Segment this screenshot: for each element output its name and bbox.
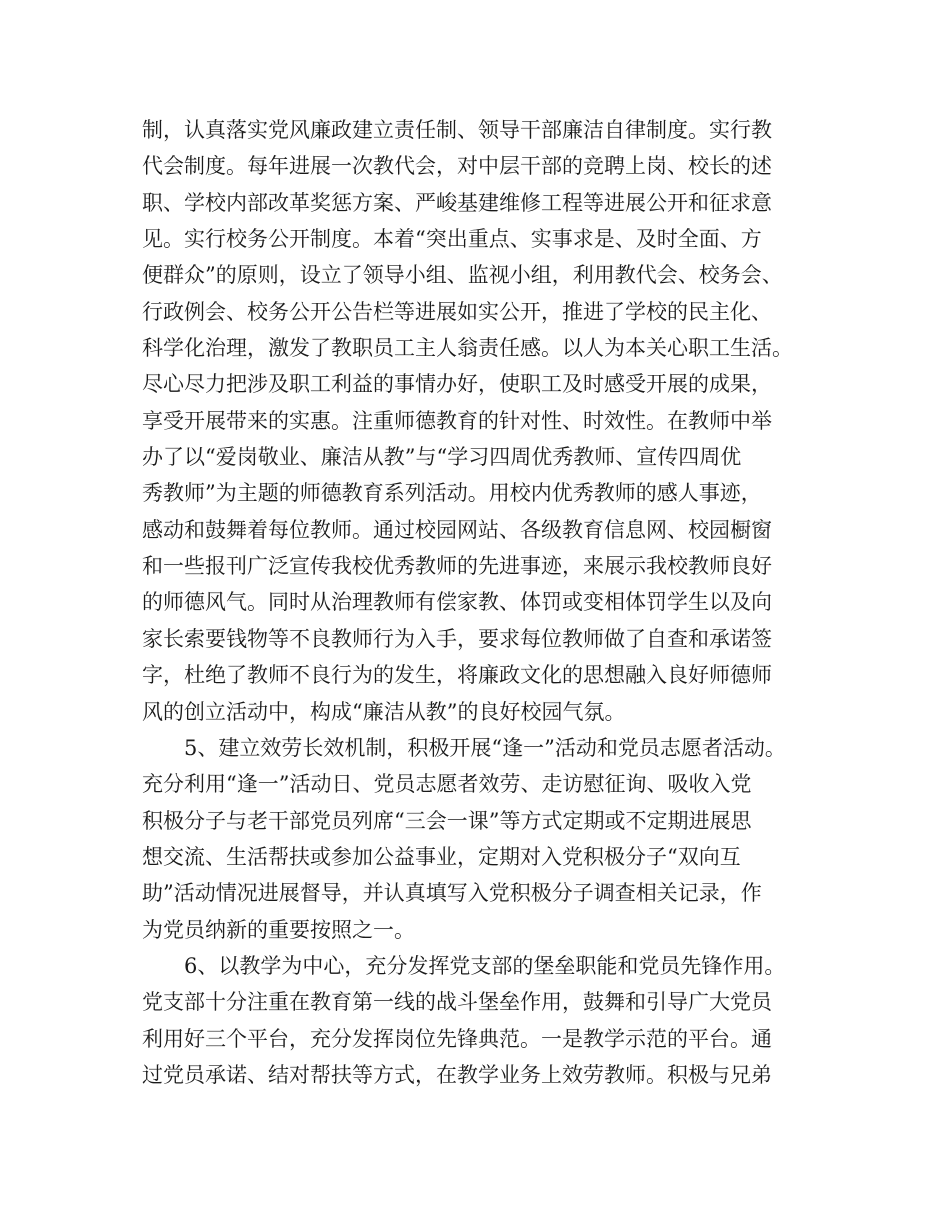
text-line: 6、以教学为中心，充分发挥党支部的堡垒职能和党员先锋作用。 [142,953,786,978]
text-line: 享受开展带来的实惠。注重师德教育的针对性、时效性。在教师中举 [142,408,772,433]
text-line: 便群众”的原则，设立了领导小组、监视小组，利用教代会、校务会、 [142,263,783,288]
text-line: 党支部十分注重在教育第一线的战斗堡垒作用，鼓舞和引导广大党员 [142,990,772,1015]
text-line: 秀教师”为主题的师德教育系列活动。用校内优秀教师的感人事迹， [142,481,762,506]
text-line: 充分利用“逢一”活动日、党员志愿者效劳、走访慰征询、吸收入党 [142,772,752,797]
text-line: 风的创立活动中，构成“廉洁从教”的良好校园气氛。 [142,699,626,724]
text-line: 代会制度。每年进展一次教代会，对中层干部的竞聘上岗、校长的述 [142,154,772,179]
text-line: 为党员纳新的重要按照之一。 [142,917,415,942]
text-line: 的师德风气。同时从治理教师有偿家教、体罚或变相体罚学生以及向 [142,590,772,615]
text-line: 5、建立效劳长效机制，积极开展“逢一”活动和党员志愿者活动。 [142,735,786,760]
text-line: 利用好三个平台，充分发挥岗位先锋典范。一是教学示范的平台。通 [142,1026,772,1051]
document-body [142,112,822,1093]
text-line: 行政例会、校务公开公告栏等进展如实公开，推进了学校的民主化、 [142,299,772,324]
text-line: 字，杜绝了教师不良行为的发生，将廉政文化的思想融入良好师德师 [142,663,772,688]
text-line: 和一些报刊广泛宣传我校优秀教师的先进事迹，来展示我校教师良好 [142,554,772,579]
text-line: 科学化治理，激发了教职员工主人翁责任感。以人为本关心职工生活。 [142,336,793,361]
text-line: 见。实行校务公开制度。本着“突出重点、实事求是、及时全面、方 [142,227,762,252]
text-line: 过党员承诺、结对帮扶等方式，在教学业务上效劳教师。积极与兄弟 [142,1062,772,1087]
text-line: 想交流、生活帮扶或参加公益事业，定期对入党积极分子“双向互 [142,844,741,869]
text-line: 感动和鼓舞着每位教师。通过校园网站、各级教育信息网、校园橱窗 [142,517,772,542]
text-line: 家长索要钱物等不良教师行为入手，要求每位教师做了自查和承诺签 [142,626,772,651]
text-line: 制，认真落实党风廉政建立责任制、领导干部廉洁自律制度。实行教 [142,118,772,142]
text-line: 积极分子与老干部党员列席“三会一课”等方式定期或不定期进展思 [142,808,752,833]
text-line: 助”活动情况进展督导，并认真填写入党积极分子调查相关记录，作 [142,881,762,906]
text-line: 尽心尽力把涉及职工利益的事情办好，使职工及时感受开展的成果， [142,372,772,397]
text-line: 办了以“爱岗敬业、廉洁从教”与“学习四周优秀教师、宣传四周优 [142,445,742,470]
text-line: 职、学校内部改革奖惩方案、严峻基建维修工程等进展公开和征求意 [142,190,772,215]
